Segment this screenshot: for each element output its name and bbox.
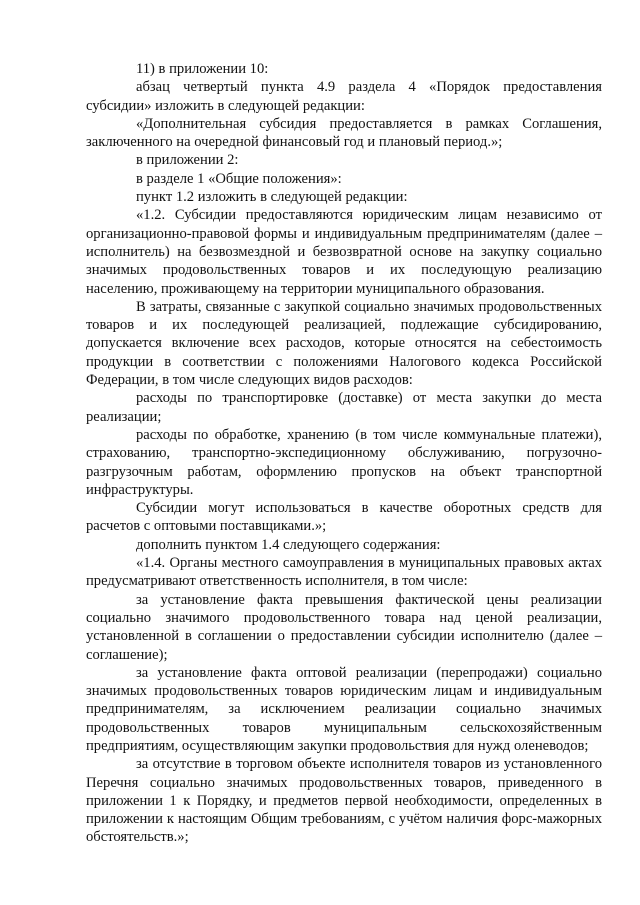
paragraph-16: за отсутствие в торговом объекте исполнителя товаров из установленного Перечня социально значимых продовольственных товаров, приведенного в приложении 1 к Порядку, и предметов первой необходимости, определенных в приложении к настоящим Общим требованиям, с учётом наличия форс-мажорных обстоятельств.»; (86, 756, 602, 846)
paragraph-11: Субсидии могут использоваться в качестве оборотных средств для расчетов с оптовыми поставщиками.»; (86, 500, 602, 535)
paragraph-13: «1.4. Органы местного самоуправления в муниципальных правовых актах предусматривают ответственность исполнителя, в том числе: (86, 555, 602, 590)
paragraph-14: за установление факта превышения фактической цены реализации социально значимого продовольственного товара над ценой реализации, установленной в соглашении о предоставлении субсидии исполнителю (далее – соглашение); (86, 591, 602, 663)
paragraph-3: «Дополнительная субсидия предоставляется в рамках Соглашения, заключенного на очередной финансовый год и плановый период.»; (86, 115, 602, 151)
paragraph-15: за установление факта оптовой реализации (перепродажи) социально значимых продовольственных товаров юридическим лицам и индивидуальным предпринимателям, за исключением реализации социально значимых продовольственных товаров муниципальным сельскохозяйственным предприятиям, осуществляющим закупки продовольствия для нужд оленеводов; (86, 664, 602, 754)
paragraph-4: в приложении 2: (136, 152, 239, 169)
paragraph-8: В затраты, связанные с закупкой социально значимых продовольственных товаров и их последующей реализацией, подлежащие субсидированию, допускается включение всех расходов, которые относятся на себестоимость продукции в соответствии с положениями Налогового кодекса Российской Федерации, в том числе следующих видов расходов: (86, 298, 602, 389)
paragraph-10: расходы по обработке, хранению (в том числе коммунальные платежи), страхованию, транспортно-экспедиционному обслуживанию, погрузочно-разгрузочным работам, оформлению пропусков на объект транспортной инфраструктуры. (86, 426, 602, 498)
paragraph-9: расходы по транспортировке (доставке) от места закупки до места реализации; (86, 390, 602, 425)
paragraph-5: в разделе 1 «Общие положения»: (136, 170, 342, 187)
paragraph-1: 11) в приложении 10: (136, 61, 269, 77)
paragraph-2: абзац четвертый пункта 4.9 раздела 4 «Порядок предоставления субсидии» изложить в следующей редакции: (86, 79, 602, 114)
document-page (86, 60, 602, 847)
paragraph-7: «1.2. Субсидии предоставляются юридическим лицам независимо от организационно-правовой формы и индивидуальным предпринимателям (далее – исполнитель) на безвозмездной и безвозвратной основе на закупку социально значимых продовольственных товаров и их последующую реализацию населению, проживающему на территории муниципального образования. (86, 207, 602, 297)
paragraph-12: дополнить пунктом 1.4 следующего содержания: (136, 536, 441, 553)
paragraph-6: пункт 1.2 изложить в следующей редакции: (136, 189, 408, 206)
